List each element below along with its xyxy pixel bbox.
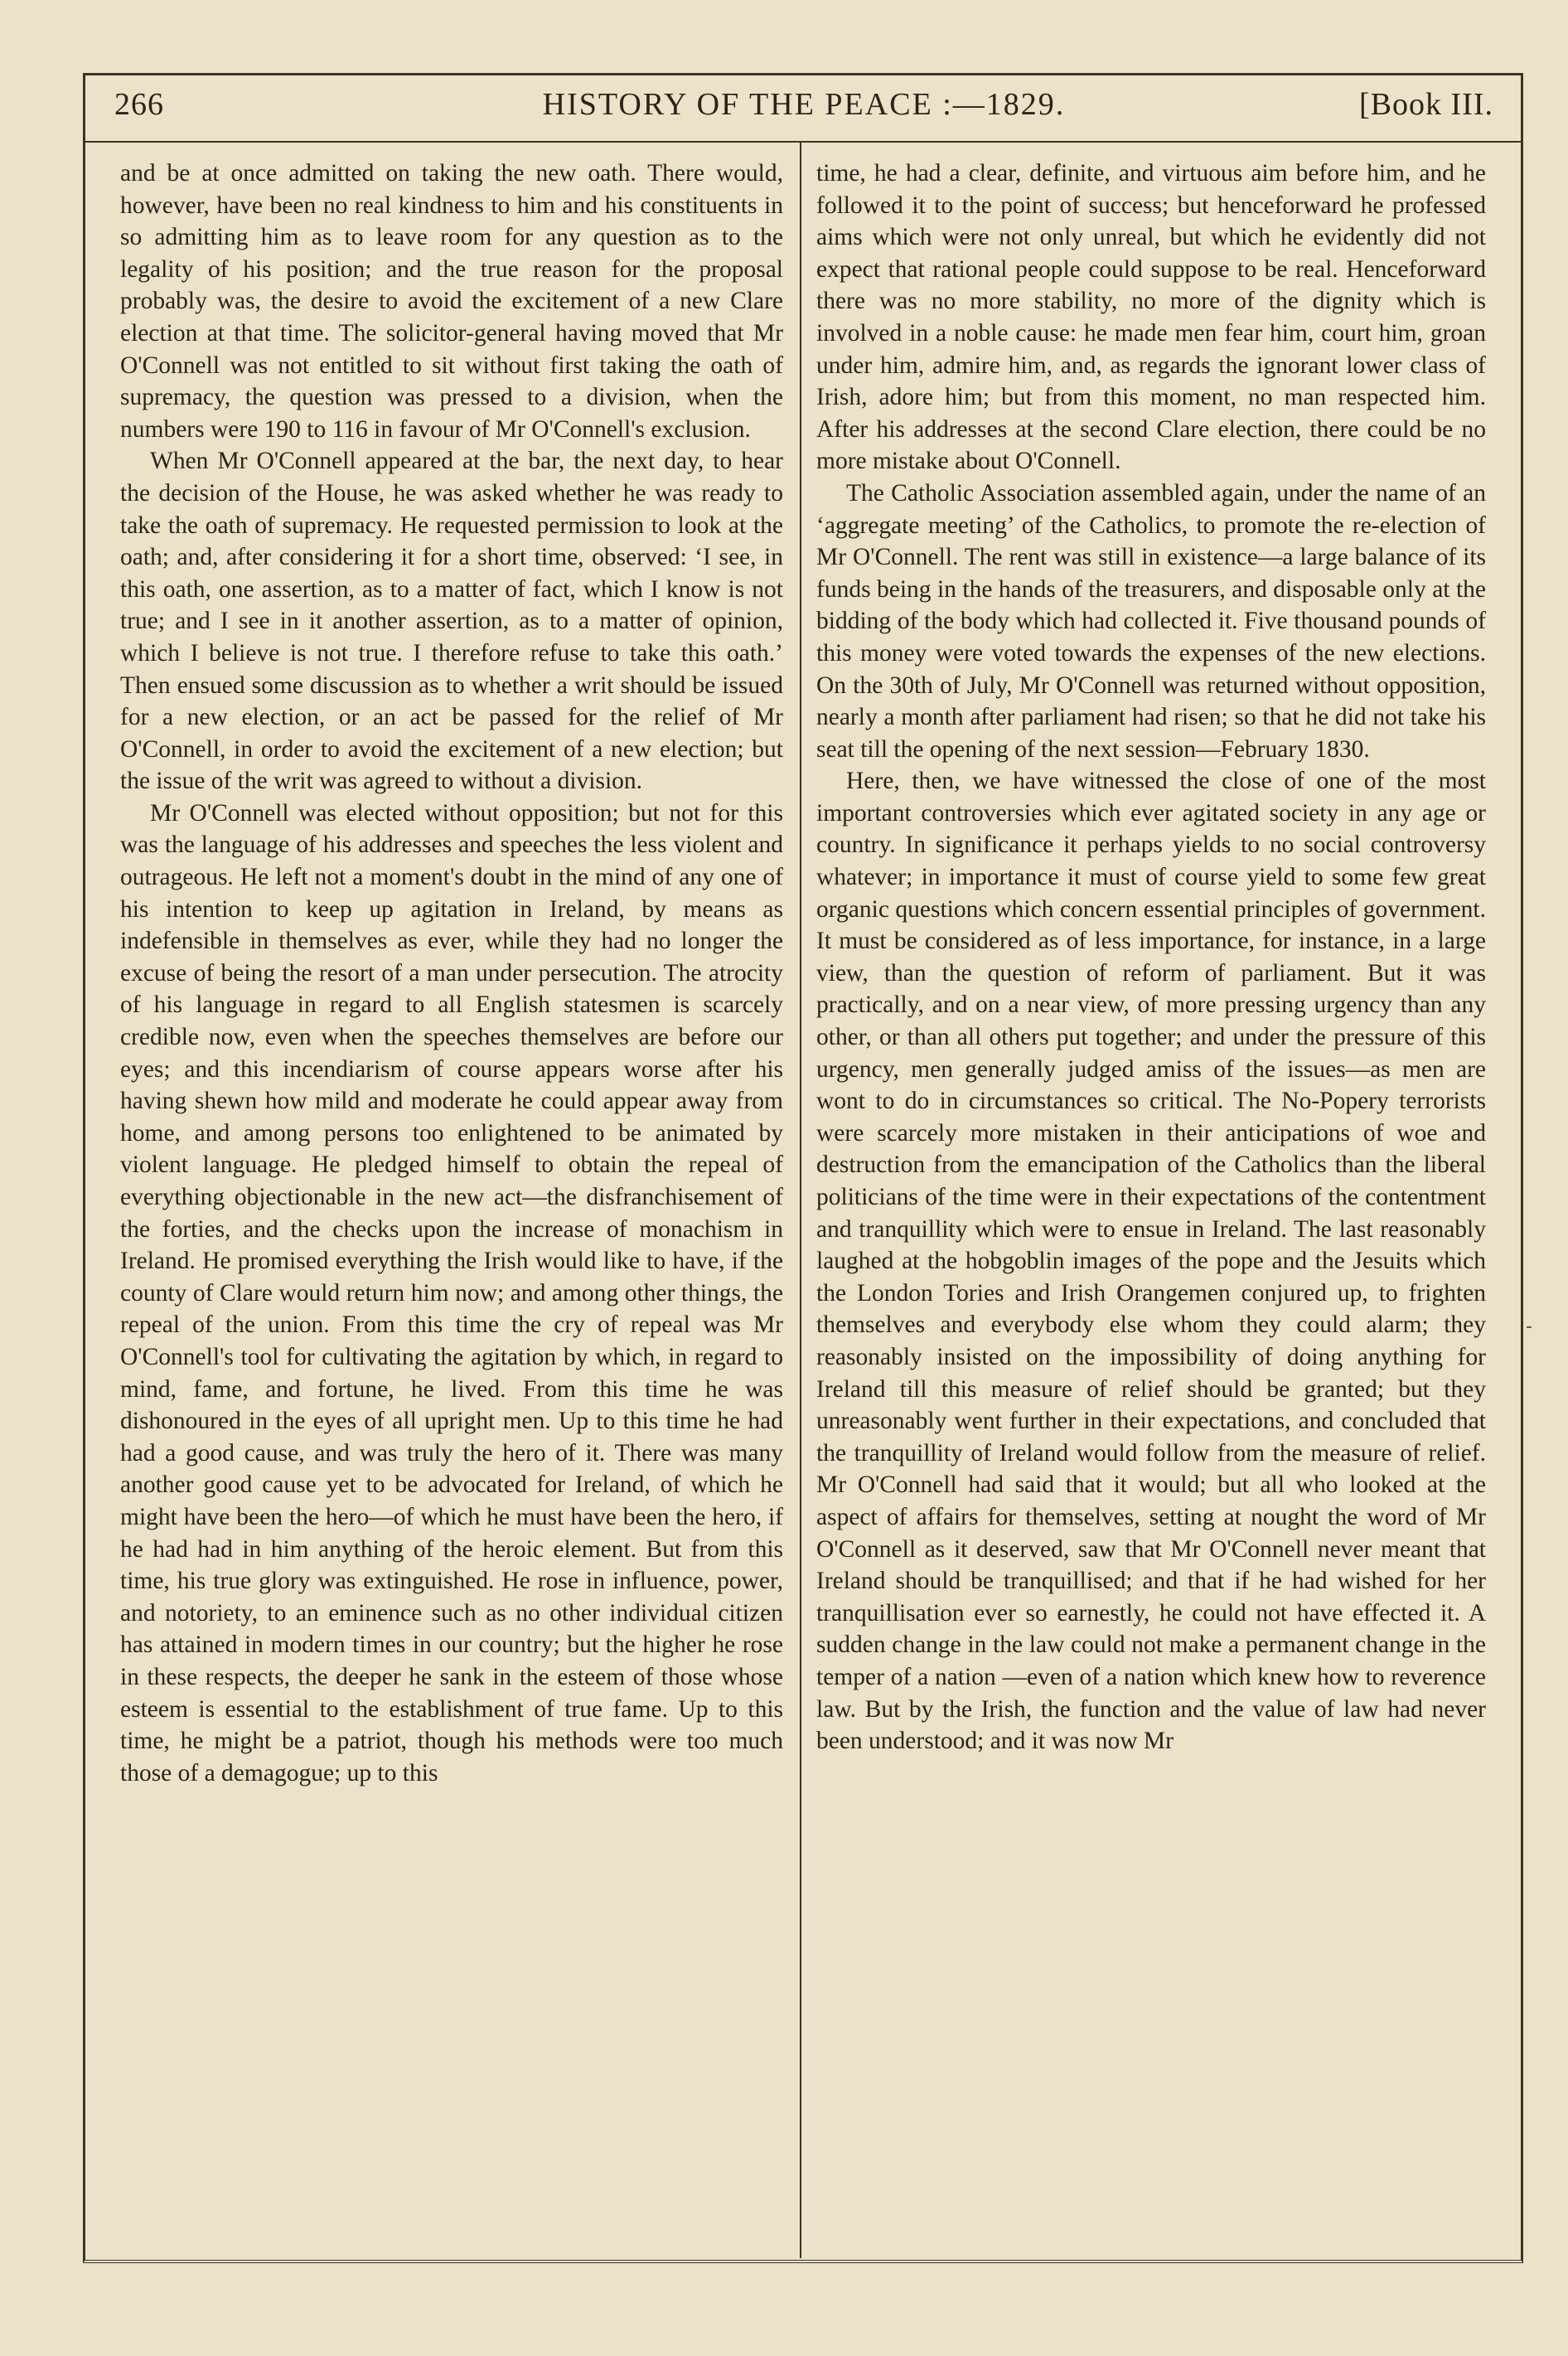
paragraph: and be at once admitted on taking the new oath. There would, however, have been no real kindness to him and his constituents in so admitting him as to leave room for any question as to the legality of his position; and the true reason for the proposal probably was, the desire to avoid the excitement of a new Clare election at that time. The solicitor-general having moved that Mr O'Connell was not entitled to sit without first taking the oath of supremacy, the question was pressed to a division, when the numbers were 190 to 116 in favour of Mr O'Connell's exclusion.: [120, 160, 783, 443]
running-title: HISTORY OF THE PEACE :—1829.: [542, 87, 1066, 122]
paragraph: Mr O'Connell was elected without opposition; but not for this was the language of his addresses and speeches the less violent and outrageous. He left not a moment's doubt in the mind of any one of his intention to keep up agitation in Ireland, by means as indefensible in themselves as ever, while they had no longer the excuse of being the resort of a man under persecution. The atrocity of his language in regard to all English statesmen is scarcely credible now, even when the speeches themselves are before our eyes; and this incendiarism of course appears worse after his having shewn how mild and moderate he could appear away from home, and among persons too enlightened to be animated by violent language. He pledged himself to obtain the repeal of everything objectionable in the new act—the disfranchisement of the forties, and the checks upon the increase of monachism in Ireland. He promised everything the Irish would like to have, if the county of Clare would return him now; and among other things, the repeal of the union. From this time the cry of repeal was Mr O'Connell's tool for cultivating the agitation by which, in regard to mind, fame, and fortune, he lived. From this time he was dishonoured in the eyes of all upright men. Up to this time he had had a good cause, and was truly the hero of it. There was many another good cause yet to be advocated for Ireland, of which he might have been the hero—of which he must have been the hero, if he had had in him anything of the heroic element. But from this time, his true glory was extinguished. He rose in influence, power, and notoriety, to an eminence such as no other individual citizen has attained in modern times in our country; but the higher he rose in these respects, the deeper he sank in the esteem of those whose esteem is essential to the establishment of true fame. Up to this time, he might be a patriot, though his methods were too much those of a demagogue; up to this: [120, 799, 783, 1786]
paragraph: time, he had a clear, definite, and virtuous aim before him, and he followed it to the point of success; but henceforward he professed aims which were not only unreal, but which he evidently did not expect that rational people could suppose to be real. Henceforward there was no more stability, no more of the dignity which is involved in a noble cause: he made men fear him, court him, groan under him, admire him, and, as regards the ignorant lower class of Irish, adore him; but from this moment, no man respected him. After his addresses at the second Clare election, there could be no more mistake about O'Connell.: [816, 160, 1486, 475]
header-rule: [83, 141, 1523, 143]
paragraph: Here, then, we have witnessed the close of one of the most important controversies which ever agitated society in any age or country. In significance it perhaps yields to no social controversy whatever; in importance it must of course yield to some few great organic questions which concern essential principles of government. It must be considered as of less importance, for instance, in a large view, than the question of reform of parliament. But it was practically, and on a near view, of more pressing urgency than any other, or than all others put together; and under the pressure of this urgency, men generally judged amiss of the issues—as men are wont to do in circumstances so critical. The No-Popery terrorists were scarcely more mistaken in their anticipations of woe and destruction from the emancipation of the Catholics than the liberal politicians of the time were in their expectations of the contentment and tranquillity which were to ensue in Ireland. The last reasonably laughed at the hobgoblin images of the pope and the Jesuits which the London Tories and Irish Orangemen conjured up, to frighten themselves and everybody else whom they could alarm; they reasonably insisted on the impossibility of doing anything for Ireland till this measure of relief should be granted; but they unreasonably went further in their expectations, and concluded that the tranquillity of Ireland would follow from the measure of relief. Mr O'Connell had said that it would; but all who looked at the aspect of affairs for themselves, setting at nought the word of Mr O'Connell as it deserved, saw that Mr O'Connell never meant that Ireland should be tranquillised; and that if he had wished for her tranquillisation ever so earnestly, he could not have effected it. A sudden change in the law could not make a permanent change in the temper of a nation —even of a nation which knew how to reverence law. But by the Irish, the function and the value of law had never been understood; and it was now Mr: [816, 768, 1486, 1755]
left-column: [120, 158, 783, 1789]
running-head: [114, 86, 1493, 139]
margin-mark: [1527, 1326, 1532, 1328]
paragraph: When Mr O'Connell appeared at the bar, the next day, to hear the decision of the House, he was asked whether he was ready to take the oath of supremacy. He requested permission to look at the oath; and, after considering it for a short time, observed: ‘I see, in this oath, one assertion, as to a matter of fact, which I know is not true; and I see in it another assertion, as to a matter of opinion, which I believe is not true. I therefore refuse to take this oath.’ Then ensued some discussion as to whether a writ should be issued for a new election, or an act be passed for the relief of Mr O'Connell, in order to avoid the excitement of a new election; but the issue of the writ was agreed to without a division.: [120, 448, 783, 795]
right-column: [816, 158, 1486, 1757]
page-number: 266: [114, 87, 164, 122]
paragraph: The Catholic Association assembled again, under the name of an ‘aggregate meeting’ of the Catholics, to promote the re-election of Mr O'Connell. The rent was still in existence—a large balance of its funds being in the hands of the treasurers, and disposable only at the bidding of the body which had collected it. Five thousand pounds of this money were voted towards the expenses of the new elections. On the 30th of July, Mr O'Connell was returned without opposition, nearly a month after parliament had risen; so that he did not take his seat till the opening of the next session—February 1830.: [816, 479, 1486, 763]
column-divider: [800, 143, 801, 2258]
book-label: [Book III.: [1359, 87, 1493, 122]
